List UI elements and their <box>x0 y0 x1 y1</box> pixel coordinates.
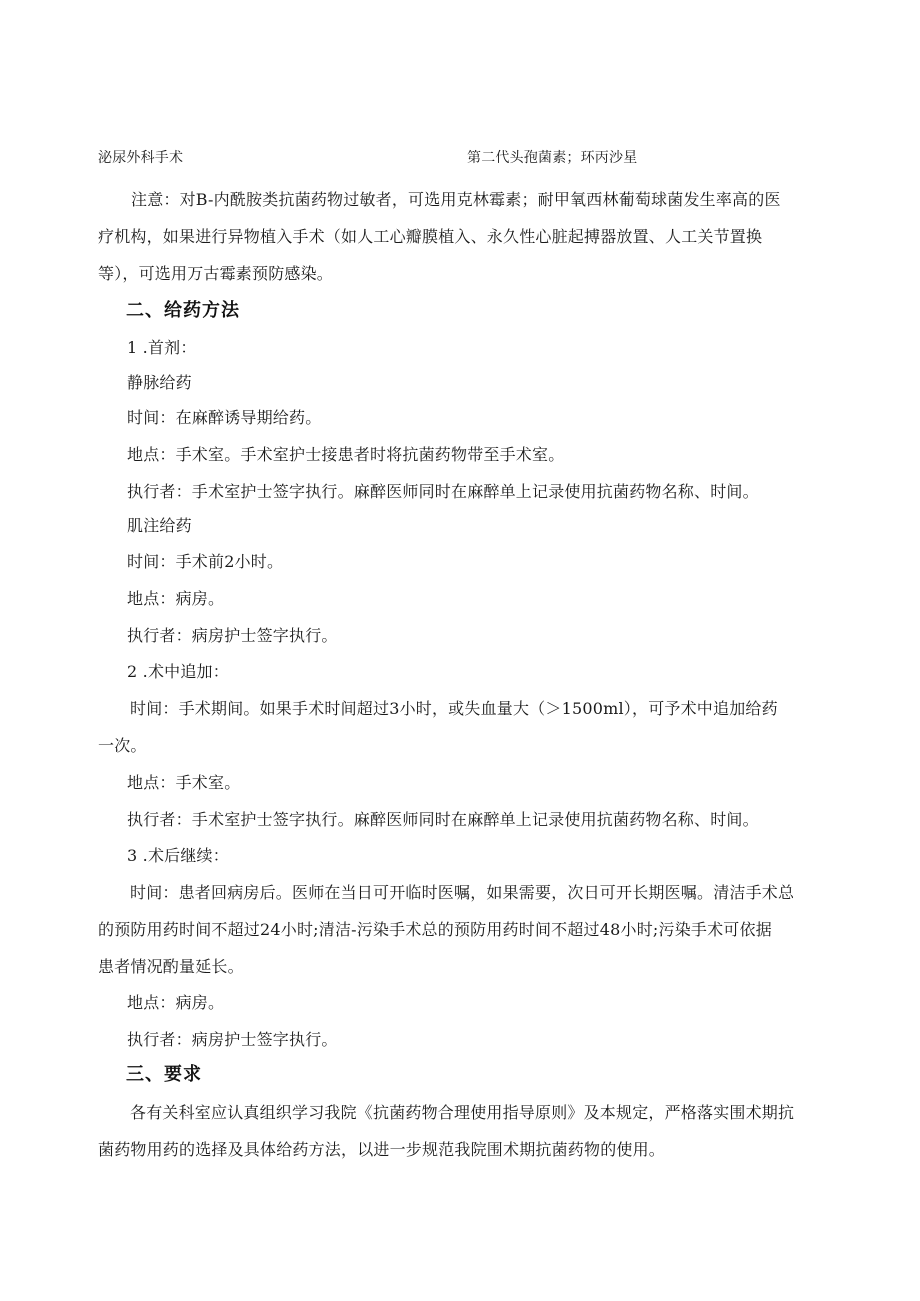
note-line-3: 等），可选用万古霉素预防感染。 <box>98 264 334 283</box>
iv-time: 时间：在麻醉诱导期给药。 <box>127 408 322 427</box>
table-cell-surgery: 泌尿外科手术 <box>98 150 184 166</box>
intraop-label: 2 .术中追加： <box>127 662 229 681</box>
postop-executor: 执行者：病房护士签字执行。 <box>127 1030 338 1049</box>
postop-label: 3 .术后继续： <box>127 846 229 865</box>
note-line-2: 疗机构，如果进行异物植入手术（如人工心瓣膜植入、永久性心脏起搏器放置、人工关节置换 <box>98 227 763 246</box>
im-executor: 执行者：病房护士签字执行。 <box>127 626 338 645</box>
postop-place: 地点：病房。 <box>127 993 225 1012</box>
postop-time-line-1: 时间：患者回病房后。医师在当日可开临时医嘱，如果需要，次日可开长期医嘱。清洁手术总 <box>130 883 795 902</box>
im-time: 时间：手术前2小时。 <box>127 552 284 571</box>
requirement-line-2: 菌药物用药的选择及具体给药方法，以进一步规范我院围术期抗菌药物的使用。 <box>98 1140 666 1159</box>
postop-time-line-2: 的预防用药时间不超过24小时;清洁-污染手术总的预防用药时间不超过48小时;污染手术可依据 <box>98 920 772 939</box>
iv-title: 静脉给药 <box>127 373 192 392</box>
note-line-1: 注意：对B-内酰胺类抗菌药物过敏者，可选用克林霉素；耐甲氧西林葡萄球菌发生率高的医 <box>131 190 781 209</box>
section-2-title: 二、给药方法 <box>126 300 240 321</box>
first-dose-label: 1 .首剂： <box>127 338 197 357</box>
intraop-time-line-2: 一次。 <box>98 736 147 755</box>
section-3-title: 三、要求 <box>126 1064 202 1085</box>
requirement-line-1: 各有关科室应认真组织学习我院《抗菌药物合理使用指导原则》及本规定，严格落实围术期抗 <box>130 1103 795 1122</box>
intraop-executor: 执行者：手术室护士签字执行。麻醉医师同时在麻醉单上记录使用抗菌药物名称、时间。 <box>127 810 759 829</box>
postop-time-line-3: 患者情况酌量延长。 <box>98 957 244 976</box>
intraop-time-line-1: 时间：手术期间。如果手术时间超过3小时，或失血量大（＞1500ml），可予术中追加给药 <box>130 699 778 718</box>
intraop-place: 地点：手术室。 <box>127 773 241 792</box>
iv-place: 地点：手术室。手术室护士接患者时将抗菌药物带至手术室。 <box>127 445 565 464</box>
iv-executor: 执行者：手术室护士签字执行。麻醉医师同时在麻醉单上记录使用抗菌药物名称、时间。 <box>127 482 759 501</box>
im-title: 肌注给药 <box>127 516 192 535</box>
table-cell-drugs: 第二代头孢菌素；环丙沙星 <box>467 150 638 166</box>
im-place: 地点：病房。 <box>127 589 225 608</box>
